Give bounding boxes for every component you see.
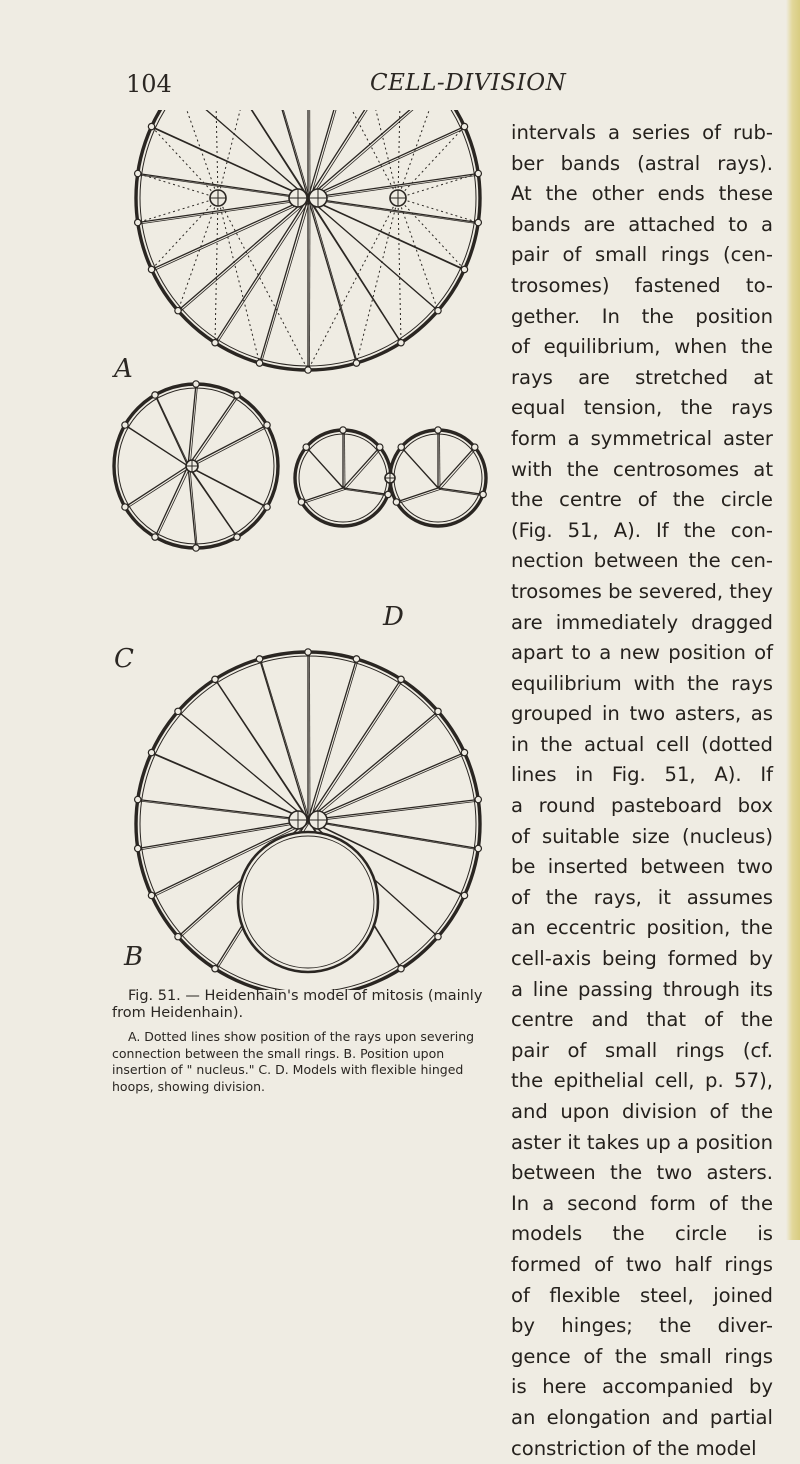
body-line: constriction of the model [511,1436,757,1460]
ray-attachment [480,491,486,497]
caption-body: A. Dotted lines show position of the rays upon severing connection between the small rings. B. Position upon insertion of " nucleus." C. D. Models with flexible hinged hoops, showing division. [112,1029,475,1094]
body-line: the centre of the circle [511,488,773,512]
body-line: (Fig. 51, A). If the con- [511,518,773,542]
ray-attachment [353,360,359,366]
astral-ray-band [310,200,466,271]
ray-attachment [472,444,478,450]
body-line: At the other ends these [511,182,773,206]
ray-attachment [435,427,441,433]
astral-ray-band [303,490,345,504]
astral-ray-band [190,396,239,467]
body-line: pair of small rings (cen- [511,243,773,267]
ray-attachment [148,892,154,898]
figure-label-a: A [114,354,133,384]
ray-attachment [122,504,128,510]
ray-attachment [152,392,158,398]
astral-ray [178,198,308,311]
ray-attachment [398,965,404,971]
body-line: between the two asters. [511,1161,773,1185]
astral-ray [438,488,483,494]
astral-ray-band [310,200,358,365]
ray-attachment [148,123,154,129]
astral-ray-band [261,200,310,365]
ray-attachment [175,708,181,714]
page-edge [786,0,800,1240]
ray-attachment [234,392,240,398]
page-number: 104 [126,70,172,98]
astral-ray-band [139,801,310,821]
ray-attachment [305,649,311,655]
astral-ray [308,711,438,820]
ray-attachment [475,845,481,851]
body-line: of flexible steel, joined [511,1283,773,1307]
body-line: cell-axis being formed by [511,947,773,971]
body-line: gence of the small rings [511,1344,773,1368]
body-line: lines in Fig. 51, A). If [511,763,773,787]
astral-ray [438,447,475,488]
body-line: grouped in two asters, as [511,702,773,726]
astral-ray [188,425,267,466]
body-line: nection between the cen- [511,549,773,573]
ray-attachment [256,360,262,366]
astral-ray-band [190,386,198,468]
ray-attachment [264,504,270,510]
body-line: in the actual cell (dotted [511,732,773,756]
ray-attachment [298,499,304,505]
ray-attachment [256,656,262,662]
running-title: CELL-DIVISION [370,70,567,96]
astral-ray-band [345,432,346,490]
ray-attachment [385,491,391,497]
figure-label-d: D [383,602,404,632]
astral-ray-band [180,110,310,200]
ray-attachment [148,749,154,755]
body-line: rays are stretched at [511,365,773,389]
dotted-ray [215,198,218,343]
ray-attachment [393,499,399,505]
body-line: an eccentric position, the [511,916,773,940]
astral-ray-band [308,449,345,490]
body-line: ber bands (astral rays). [511,151,773,175]
model-c [114,381,278,551]
figure-drawing [108,110,508,990]
figure-label-b: B [124,942,144,972]
dotted-ray [398,198,478,222]
astral-ray [308,753,464,820]
body-line: by hinges; the diver- [511,1314,773,1338]
astral-ray [343,488,388,494]
body-line: equilibrium with the rays [511,671,773,695]
astral-ray-band [310,128,466,199]
caption-heading: Fig. 51. — Heidenhain's model of mitosis (mainly from Heidenhain). [112,988,483,1021]
astral-ray [215,679,308,820]
ray-attachment [212,339,218,345]
dotted-ray [152,198,218,269]
body-line: models the circle is [511,1222,773,1246]
astral-ray [188,466,196,548]
ray-attachment [435,307,441,313]
model-b [135,649,482,990]
body-line: gether. In the position [511,304,773,328]
dotted-ray [398,198,401,343]
body-line: the epithelial cell, p. 57), [511,1069,773,1093]
astral-ray-band [310,660,358,821]
body-line: equal tension, the rays [511,396,773,420]
ray-attachment [475,170,481,176]
ray-attachment [212,965,218,971]
astral-ray-band [180,713,310,822]
body-line: of suitable size (nucleus) [511,824,773,848]
ray-attachment [148,266,154,272]
model-d [295,427,486,526]
astral-ray [308,800,478,820]
ray-attachment [264,422,270,428]
astral-ray [260,659,308,820]
astral-ray-band [190,468,198,550]
ray-attachment [398,676,404,682]
astral-ray [308,659,356,820]
body-line: formed of two half rings [511,1252,773,1276]
astral-ray [188,466,267,507]
body-line: pair of small rings (cf. [511,1038,773,1062]
astral-ray [396,488,438,502]
nucleus-box [238,832,378,972]
ray-attachment [122,422,128,428]
ray-attachment [461,123,467,129]
ray-attachment [193,545,199,551]
ray-attachment [152,534,158,540]
ray-attachment [435,708,441,714]
ray-attachment [340,427,346,433]
dotted-ray [398,198,464,269]
ray-attachment [475,796,481,802]
body-line: centre and that of the [511,1008,773,1032]
astral-ray [188,384,196,466]
body-line: form a symmetrical aster [511,426,773,450]
body-line: aster it takes up a position [511,1130,773,1154]
body-line: a round pasteboard box [511,794,773,818]
astral-ray-band [310,654,311,822]
astral-ray-band [190,468,269,509]
ray-attachment [398,444,404,450]
body-line: In a second form of the [511,1191,773,1215]
astral-ray [178,110,308,198]
astral-ray-band [310,713,439,822]
ray-attachment [135,796,141,802]
astral-ray-band [440,432,441,490]
astral-ray [308,198,356,363]
model-a [135,110,482,373]
body-line: and upon division of the [511,1100,773,1123]
figure-caption [112,988,492,1095]
ray-attachment [175,933,181,939]
ray-attachment [303,444,309,450]
ray-attachment [193,381,199,387]
body-line: is here accompanied by [511,1375,773,1399]
ray-attachment [377,444,383,450]
astral-ray-band [190,468,239,539]
astral-ray-band [310,754,466,821]
dotted-ray [218,110,260,198]
body-line: of the rays, it assumes [511,885,773,909]
astral-ray-band [310,200,439,313]
astral-ray-band [310,200,402,345]
body-text [511,118,773,1464]
astral-ray-band [345,449,381,490]
ray-attachment [234,534,240,540]
ray-attachment [135,845,141,851]
dotted-ray [308,198,398,370]
astral-ray [152,753,308,820]
page-header [0,70,800,100]
ray-attachment [475,219,481,225]
body-line: an elongation and partial [511,1405,773,1429]
ray-attachment [461,266,467,272]
astral-ray-band [440,490,485,496]
ray-attachment [135,170,141,176]
ray-attachment [135,219,141,225]
body-line: apart to a new position of [511,641,773,665]
dotted-ray [138,174,218,198]
body-line: are immediately dragged [511,610,773,634]
body-line: intervals a series of rub- [511,121,773,144]
ray-attachment [461,892,467,898]
astral-ray [260,198,308,363]
astral-ray [343,447,380,488]
ray-attachment [353,656,359,662]
body-line: trosomes be severed, they [511,579,774,603]
astral-ray-band [403,449,440,490]
body-line: be inserted between two [511,855,773,879]
astral-ray-band [440,449,476,490]
ray-attachment [175,307,181,313]
body-line: with the centrosomes at [511,457,773,481]
body-line: trosomes) fastened to- [511,273,773,297]
astral-ray-band [345,490,390,496]
ray-attachment [212,676,218,682]
astral-ray-band [310,110,311,200]
body-line: of equilibrium, when the [511,335,773,359]
figure-51 [108,110,508,990]
astral-ray-band [261,660,310,821]
ray-attachment [398,339,404,345]
astral-ray-band [310,801,480,821]
astral-ray-band [398,490,440,504]
body-line: bands are attached to a [511,212,773,236]
astral-ray-band [310,681,402,822]
astral-ray [308,679,401,820]
figure-label-c: C [114,644,134,674]
ray-attachment [461,749,467,755]
astral-ray-band [310,200,311,372]
dotted-ray [398,127,464,198]
astral-ray [301,488,343,502]
ray-attachment [305,367,311,373]
dotted-ray [152,127,218,198]
body-line: a line passing through its [511,977,773,1001]
ray-attachment [435,933,441,939]
